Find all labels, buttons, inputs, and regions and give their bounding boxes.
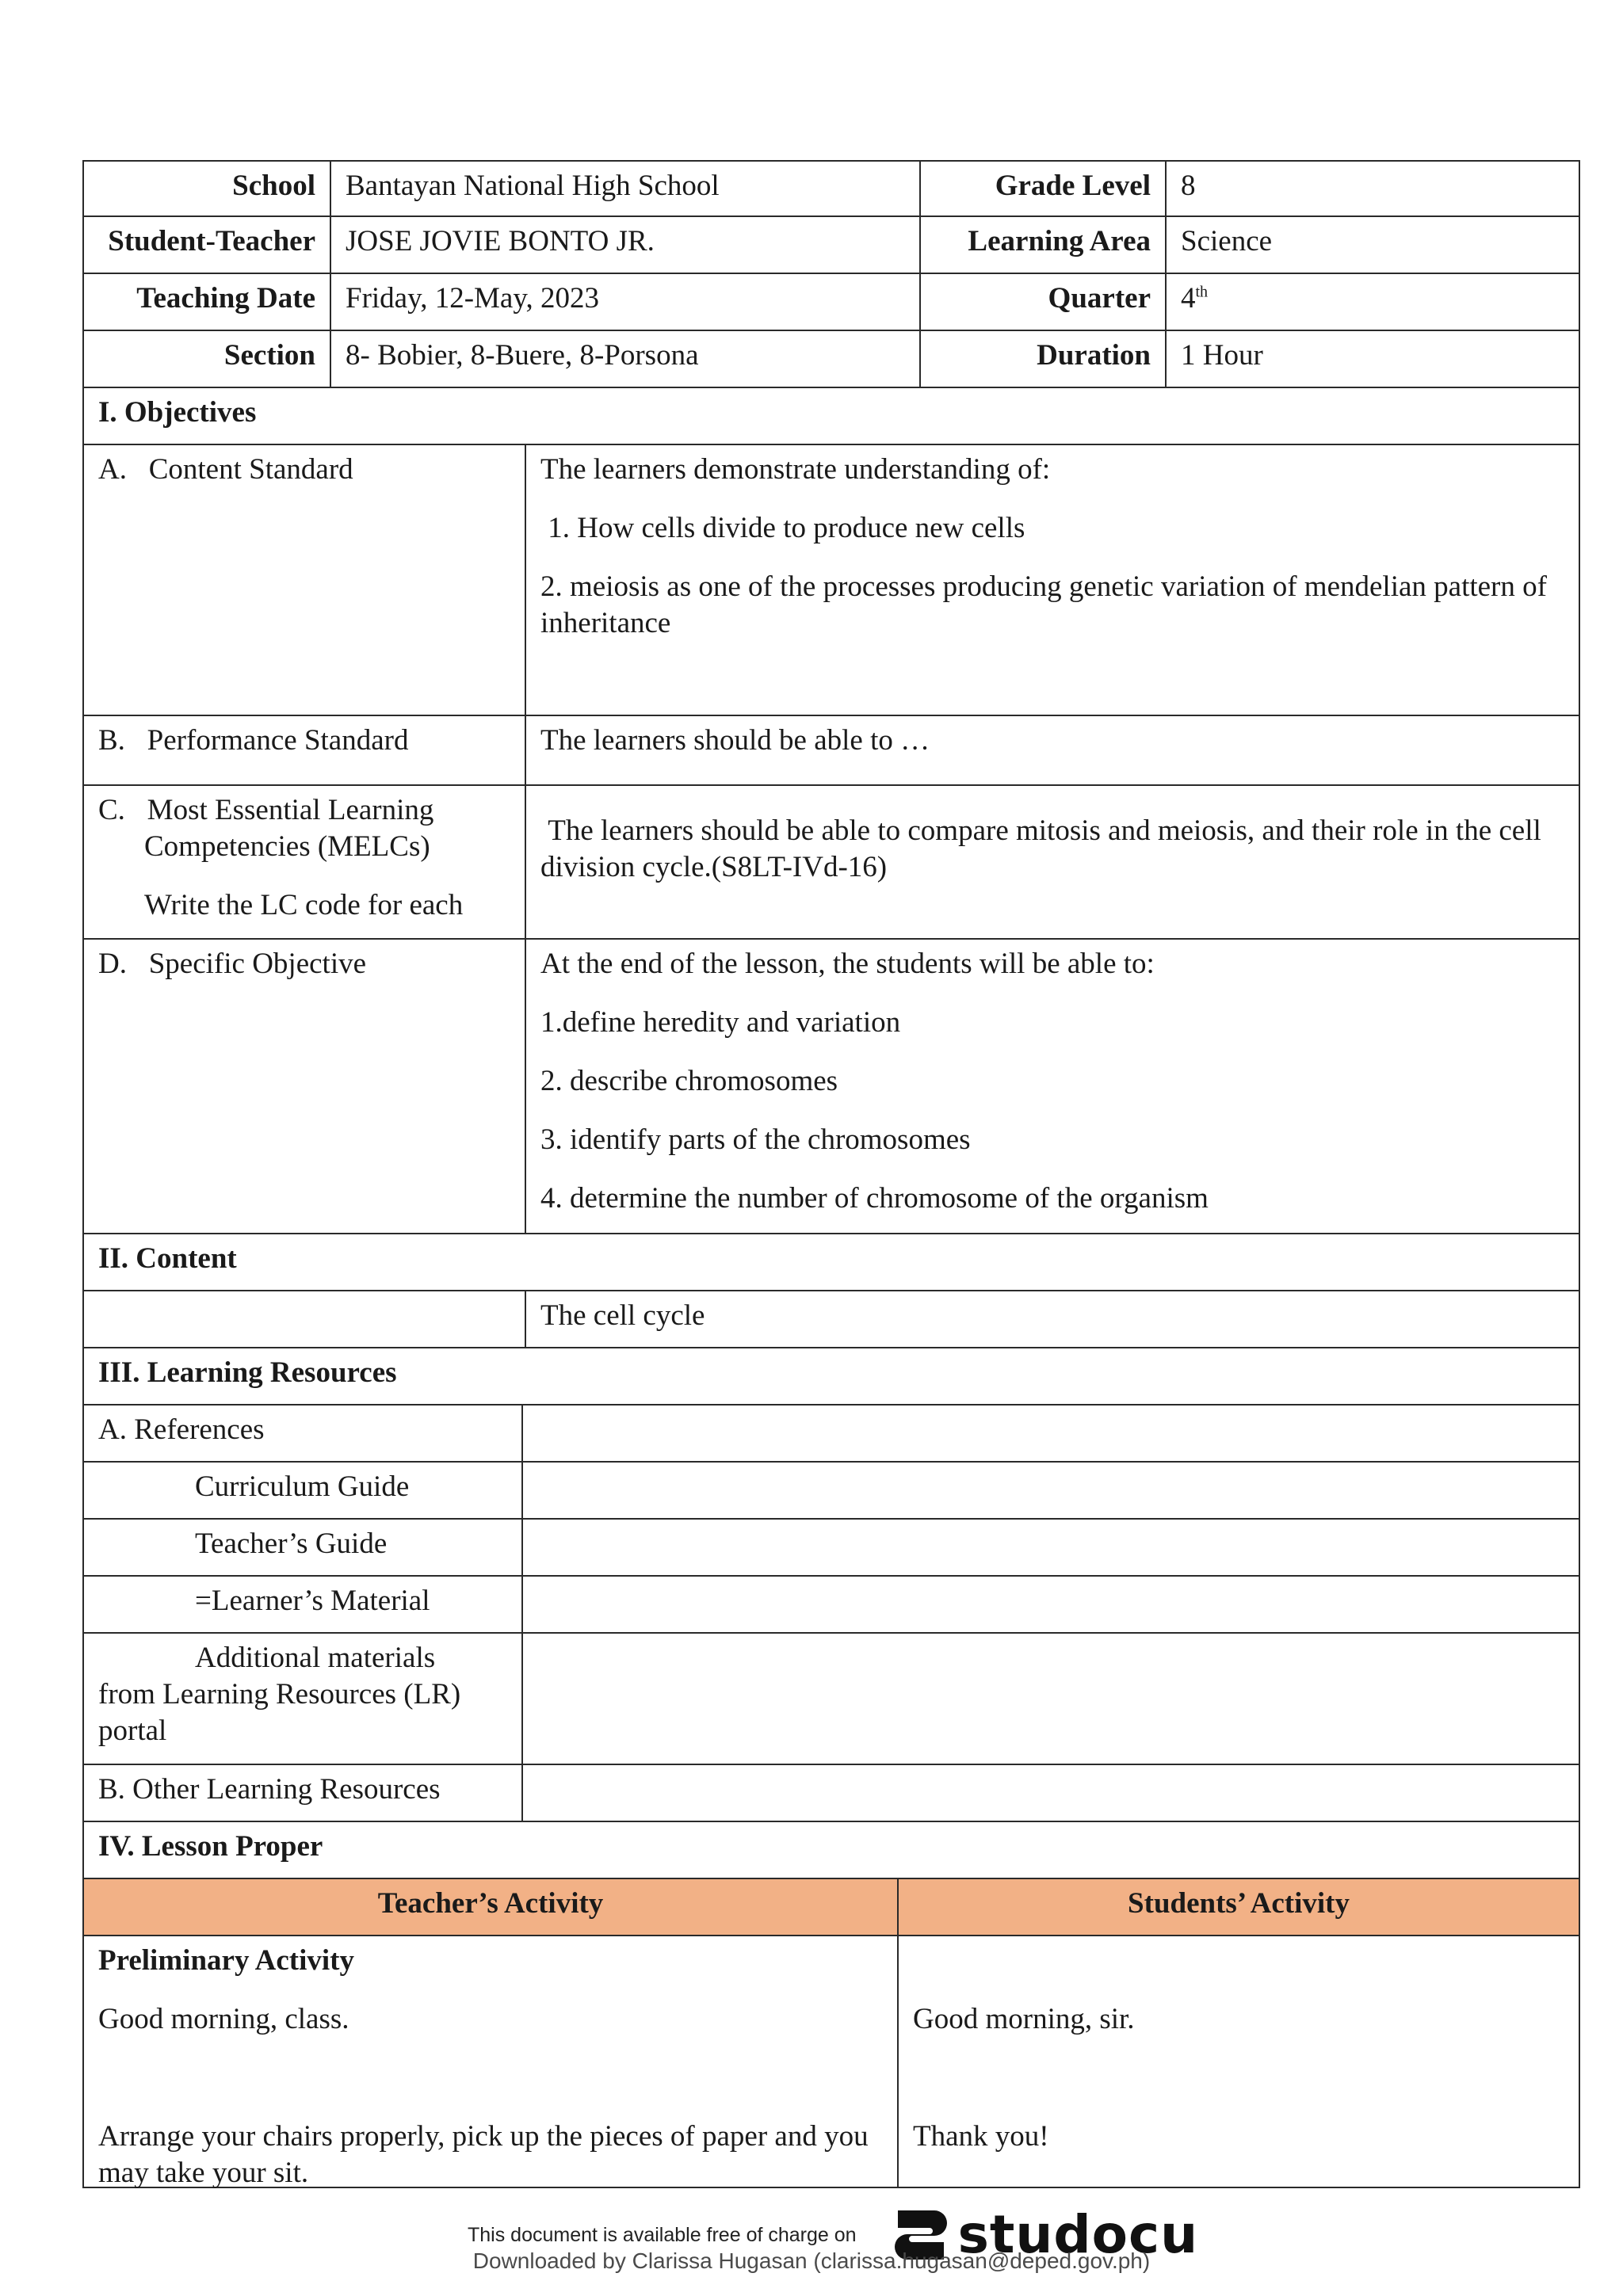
additional-materials-line: from Learning Resources (LR) portal: [98, 1678, 461, 1747]
content-empty-cell: [84, 1291, 525, 1347]
content-standard-intro: The learners demonstrate understanding of:: [540, 453, 1051, 486]
other-resources-label: B. Other Learning Resources: [98, 1773, 441, 1806]
objectives-heading: I. Objectives: [98, 396, 257, 429]
teaching-date-label: Teaching Date: [136, 282, 315, 315]
content-standard-item: 1. How cells divide to produce new cells: [540, 512, 1025, 544]
performance-standard-label: B. Performance Standard: [98, 724, 409, 757]
performance-standard-row: [82, 716, 1580, 786]
download-notice: Downloaded by Clarissa Hugasan (clarissa.hugasan@deped.gov.ph): [472, 2248, 1151, 2273]
grade-level-label: Grade Level: [919, 162, 1165, 215]
learners-material-row: [82, 1577, 1580, 1634]
curriculum-guide-row: [82, 1463, 1580, 1520]
section-value: 8- Bobier, 8-Buere, 8-Porsona: [330, 331, 919, 387]
lesson-heading: IV. Lesson Proper: [98, 1830, 323, 1863]
student-teacher-value: JOSE JOVIE BONTO JR.: [330, 217, 919, 273]
student-teacher-label: Student-Teacher: [108, 225, 315, 257]
header-row-teacher: [82, 217, 1580, 274]
teacher-activity-cell: [84, 1936, 897, 2187]
resources-heading: III. Learning Resources: [98, 1356, 397, 1389]
specific-objective-label: D. Specific Objective: [98, 948, 367, 980]
performance-standard-text: The learners should be able to …: [525, 716, 1579, 784]
specific-objective-item: 1.define heredity and variation: [540, 1006, 901, 1039]
learning-area-value: Science: [1165, 217, 1579, 273]
duration-label: Duration: [919, 331, 1165, 387]
availability-notice: This document is available free of charge on: [468, 2223, 857, 2246]
header-row-section: [82, 331, 1580, 388]
preliminary-activity-title: Preliminary Activity: [98, 1944, 354, 1977]
specific-objective-item: 3. identify parts of the chromosomes: [540, 1123, 971, 1156]
additional-materials-row: [82, 1634, 1580, 1765]
content-standard-label: A. Content Standard: [98, 453, 353, 486]
curriculum-guide-value: [521, 1463, 1579, 1518]
quarter-value: [1165, 274, 1579, 330]
content-value: The cell cycle: [525, 1291, 1579, 1347]
resources-heading-row: [82, 1348, 1580, 1405]
grade-level-value: 8: [1165, 162, 1579, 215]
teacher-greeting: Good morning, class.: [98, 2003, 349, 2035]
melc-text: The learners should be able to compare mitosis and meiosis, and their role in the cell division cycle.(S8LT-IVd-16): [525, 786, 1579, 938]
teacher-activity-header: Teacher’s Activity: [377, 1887, 604, 1920]
references-label: A. References: [98, 1413, 265, 1446]
quarter-label: Quarter: [919, 274, 1165, 330]
school-value: Bantayan National High School: [330, 162, 919, 215]
studocu-wordmark: studocu: [957, 2204, 1199, 2265]
specific-objective-item: 4. determine the number of chromosome of the organism: [540, 1182, 1209, 1215]
melc-label-line: Write the LC code for each: [144, 889, 464, 921]
teachers-guide-value: [521, 1520, 1579, 1575]
learners-material-value: [521, 1577, 1579, 1632]
content-heading: II. Content: [98, 1242, 237, 1275]
specific-objective-text: [525, 940, 1579, 1233]
lesson-plan-table: [82, 160, 1580, 2188]
lesson-heading-row: [82, 1822, 1580, 1879]
section-label: Section: [223, 339, 315, 372]
melc-label-line: Competencies (MELCs): [144, 830, 430, 863]
additional-materials-label: [84, 1634, 521, 1764]
students-activity-cell: [897, 1936, 1579, 2187]
content-standard-text: [525, 445, 1579, 715]
other-resources-row: [82, 1765, 1580, 1822]
specific-objective-item: 2. describe chromosomes: [540, 1065, 838, 1097]
activity-row: [82, 1936, 1580, 2188]
school-label: School: [232, 170, 315, 202]
header-row-date: [82, 274, 1580, 331]
content-standard-row: [82, 445, 1580, 716]
teacher-instruction: Arrange your chairs properly, pick up the pieces of paper and you may take your sit.: [98, 2120, 869, 2189]
student-greeting: Good morning, sir.: [913, 2003, 1135, 2035]
quarter-suffix: th: [1195, 283, 1209, 301]
melc-label: [84, 786, 525, 938]
teaching-date-value: Friday, 12-May, 2023: [330, 274, 919, 330]
specific-objective-row: [82, 940, 1580, 1234]
teachers-guide-row: [82, 1520, 1580, 1577]
student-reply: Thank you!: [913, 2120, 1049, 2153]
content-heading-row: [82, 1234, 1580, 1291]
header-row-school: [82, 160, 1580, 217]
melc-row: [82, 786, 1580, 940]
learners-material-label: =Learner’s Material: [195, 1585, 430, 1617]
activity-header-row: [82, 1879, 1580, 1936]
other-resources-value: [521, 1765, 1579, 1821]
references-row: [82, 1405, 1580, 1463]
additional-materials-value: [521, 1634, 1579, 1764]
curriculum-guide-label: Curriculum Guide: [195, 1470, 410, 1503]
references-value: [521, 1405, 1579, 1461]
duration-value: 1 Hour: [1165, 331, 1579, 387]
students-activity-header: Students’ Activity: [897, 1879, 1579, 1935]
content-standard-item: 2. meiosis as one of the processes producing genetic variation of mendelian pattern of inheritance: [540, 570, 1547, 639]
objectives-heading-row: [82, 388, 1580, 445]
teachers-guide-label: Teacher’s Guide: [195, 1527, 388, 1560]
content-value-row: [82, 1291, 1580, 1348]
quarter-number: 4: [1181, 282, 1196, 315]
specific-objective-intro: At the end of the lesson, the students will be able to:: [540, 948, 1155, 980]
additional-materials-line: Additional materials: [195, 1642, 436, 1674]
learning-area-label: Learning Area: [919, 217, 1165, 273]
melc-label-line: C. Most Essential Learning: [98, 794, 434, 826]
